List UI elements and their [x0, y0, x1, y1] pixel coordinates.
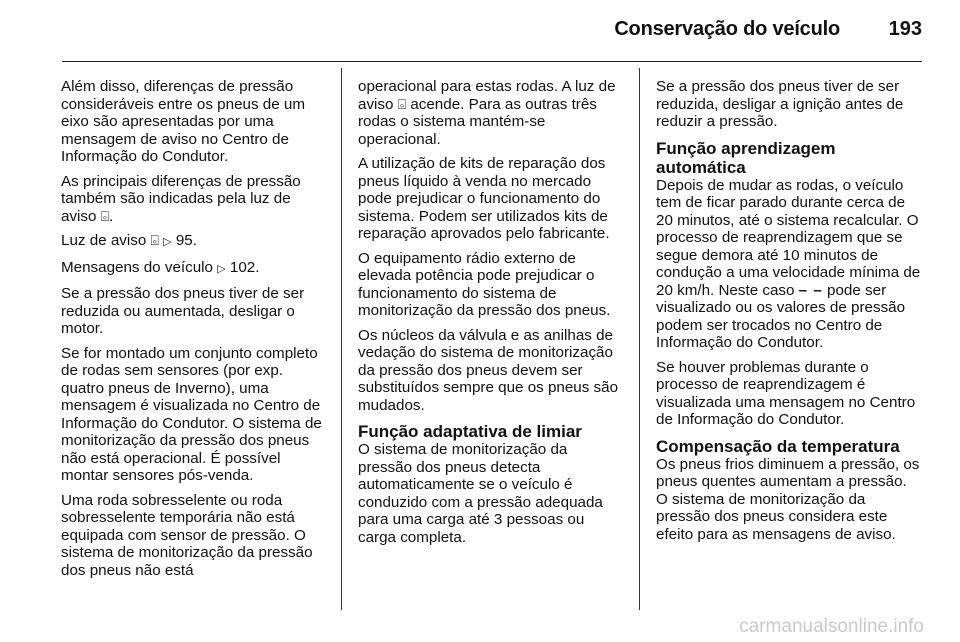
paragraph: Os núcleos da válvula e as anilhas de vedação do sistema de monitorização da pressão dos pneus devem ser substituídos sempre que os pneus são mudados. [358, 326, 619, 414]
paragraph: Se a pressão dos pneus tiver de ser reduzida, desligar a ignição antes de reduzir a pressão. [656, 78, 904, 130]
page-header [0, 0, 960, 62]
section-heading: Função adaptativa de limiar [358, 422, 582, 441]
page-title: Conservação do veículo [614, 18, 840, 40]
column-2 [358, 78, 624, 553]
paragraph: O sistema de monitorização da pressão dos pneus detecta automaticamente se o veículo é conduzido com a pressão adequada para uma carga até 3 pessoas ou carga completa. [358, 441, 603, 546]
paragraph: A utilização de kits de reparação dos pneus líquido à venda no mercado pode prejudicar o funcionamento do sistema. Podem ser utilizados kits de reparação aprovados pelo fabricante. [358, 155, 610, 242]
paragraph: Se for montado um conjunto completo de rodas sem sensores (por exp. quatro pneus de Inverno), uma mensagem é visualizada no Centro de Informação do Condutor. O sistema de monitorização da pressão dos pneus não está operacional. É possível montar sensores pós-venda. [61, 344, 322, 484]
column-1 [61, 78, 327, 586]
paragraph: O equipamento rádio externo de elevada potência pode prejudicar o funcionamento do sistema de monitorização da pressão dos pneus. [358, 249, 611, 319]
paragraph: Se a pressão dos pneus tiver de ser reduzida ou aumentada, desligar o motor. [61, 285, 305, 337]
page-reference-link[interactable]: 95. [175, 232, 197, 249]
paragraph: As principais diferenças de pressão também são indicadas pela luz de aviso ⌻. [61, 172, 301, 225]
column-divider [639, 68, 640, 610]
watermark: carmanualsonline.info [739, 616, 924, 637]
paragraph: Os pneus frios diminuem a pressão, os pneus quentes aumentam a pressão. O sistema de monitorização da pressão dos pneus considera este efeito para as mensagens de aviso. [656, 455, 920, 543]
page-reference-arrow-icon: ▷ [163, 236, 172, 248]
paragraph: Uma roda sobresselente ou roda sobresselente temporária não está equipada com sensor de pressão. O sistema de monitorização da pressão dos pneus não está [61, 491, 313, 579]
section-heading: Função aprendizagem automática [656, 138, 836, 177]
paragraph: Luz de aviso ⌻ ▷ 95. [61, 232, 327, 252]
paragraph: Se houver problemas durante o processo de reaprendizagem é visualizada uma mensagem no Centro de Informação do Condutor. [656, 358, 916, 428]
tire-pressure-warning-icon: ⌻ [100, 207, 110, 224]
tire-pressure-warning-icon: ⌻ [397, 95, 407, 112]
page-reference-arrow-icon: ▷ [217, 262, 226, 275]
page-reference-link[interactable]: 102. [229, 258, 260, 276]
page-number: 193 [888, 18, 922, 40]
paragraph: operacional para estas rodas. A luz de aviso ⌻ acende. Para as outras três rodas o sistema mantém-se operacional. [358, 78, 616, 148]
tire-pressure-warning-icon: ⌻ [150, 232, 159, 248]
column-divider [341, 68, 342, 610]
header-rule [62, 61, 922, 62]
dashes-display-symbol: – – [798, 281, 823, 299]
paragraph: Depois de mudar as rodas, o veículo tem de ficar parado durante cerca de 20 minutos, até o sistema recalcular. O processo de reaprendizagem que se segue demora até 10 minutos de condução a uma velocidade mínima de 20 km/h. Neste caso – – pode ser visualizado ou os valores de pressão podem ser trocados no Centro de Informação do Condutor. [656, 176, 921, 351]
paragraph: Além disso, diferenças de pressão consideráveis entre os pneus de um eixo são apresentadas por uma mensagem de aviso no Centro de Informação do Condutor. [61, 78, 305, 165]
paragraph: Mensagens do veículo ▷ 102. [61, 259, 327, 279]
section-heading: Compensação da temperatura [656, 436, 900, 456]
column-3 [656, 78, 922, 550]
